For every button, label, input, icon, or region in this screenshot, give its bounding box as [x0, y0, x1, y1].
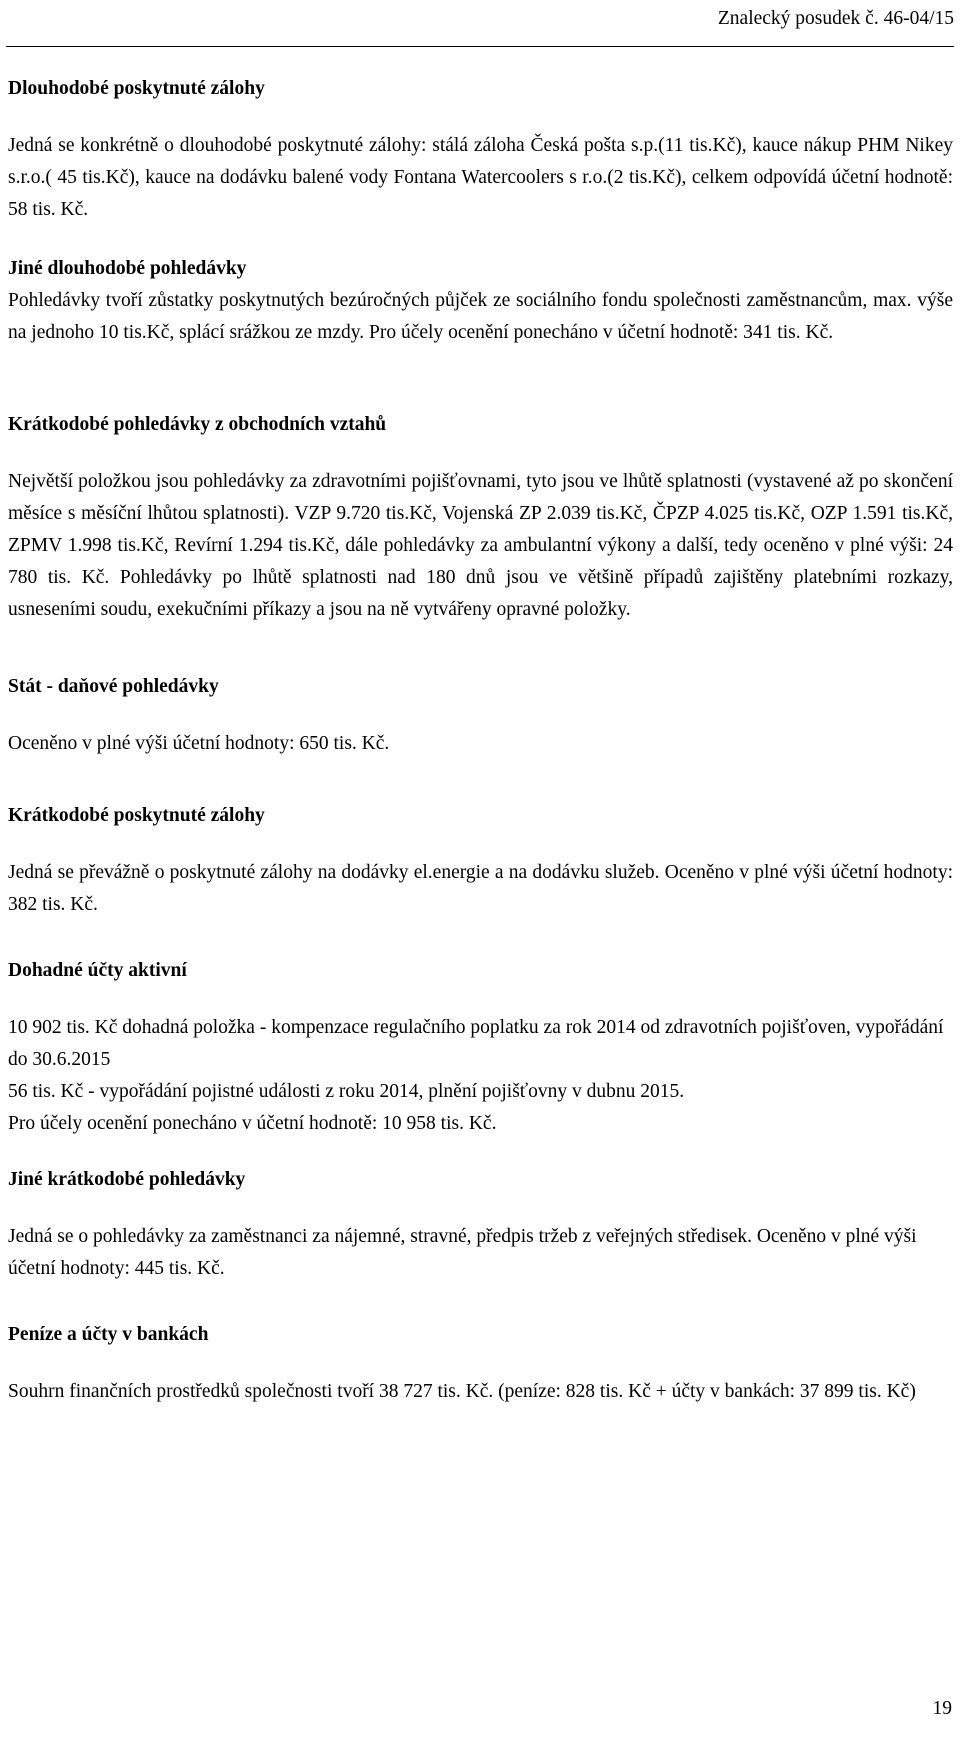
section-jine-dlouhodobe-pohledavky — [8, 253, 953, 349]
section-jine-kratkodobe-pohledavky — [8, 1164, 953, 1285]
section-heading: Dlouhodobé poskytnuté zálohy — [8, 78, 265, 99]
section-heading: Jiné krátkodobé pohledávky — [8, 1169, 246, 1190]
section-heading: Dohadné účty aktivní — [8, 960, 187, 981]
page-header — [6, 6, 954, 47]
section-text: Jedná se o pohledávky za zaměstnanci za nájemné, stravné, předpis tržeb z veřejných středisek. Oceněno v plné výši účetní hodnoty: 445 tis. Kč. — [8, 1226, 917, 1279]
section-heading: Stát - daňové pohledávky — [8, 676, 219, 697]
section-stat-danove-pohledavky — [8, 671, 953, 760]
section-heading: Krátkodobé pohledávky z obchodních vztahů — [8, 414, 387, 435]
section-dlouhodobe-zalohy — [8, 73, 953, 226]
page-number: 19 — [932, 1698, 952, 1719]
section-heading: Krátkodobé poskytnuté zálohy — [8, 805, 265, 826]
section-line: 56 tis. Kč - vypořádání pojistné události z roku 2014, plnění pojišťovny v dubnu 2015. — [8, 1081, 685, 1102]
section-kratkodobe-pohledavky — [8, 409, 953, 626]
section-dohadne-ucty — [8, 955, 953, 1140]
section-text: Souhrn finančních prostředků společnosti tvoří 38 727 tis. Kč. (peníze: 828 tis. Kč + účty v bankách: 37 899 tis. Kč) — [8, 1381, 916, 1402]
section-text: Jedná se převážně o poskytnuté zálohy na dodávky el.energie a na dodávku služeb. Oceněno v plné výši účetní hodnoty: 382 tis. Kč. — [8, 862, 953, 915]
section-heading: Jiné dlouhodobé pohledávky — [8, 258, 247, 279]
section-line: Pro účely ocenění ponecháno v účetní hodnotě: 10 958 tis. Kč. — [8, 1113, 497, 1134]
section-penize-ucty — [8, 1319, 953, 1408]
section-kratkodobe-zalohy — [8, 800, 953, 921]
section-heading: Peníze a účty v bankách — [8, 1324, 209, 1345]
section-text: Jedná se konkrétně o dlouhodobé poskytnuté zálohy: stálá záloha Česká pošta s.p.(11 tis.Kč), kauce nákup PHM Nikey s.r.o.( 45 tis.Kč), kauce na dodávku balené vody Fontana Watercoolers s r.o.(2 tis.Kč), celkem odpovídá účetní hodnotě: 58 tis. Kč. — [8, 135, 953, 220]
section-line: 10 902 tis. Kč dohadná položka - kompenzace regulačního poplatku za rok 2014 od zdravotních pojišťoven, vypořádání do 30.6.2015 — [8, 1017, 944, 1070]
section-text: Největší položkou jsou pohledávky za zdravotními pojišťovnami, tyto jsou ve lhůtě splatnosti (vystavené až po skončení měsíce s měsíční lhůtou splatnosti). VZP 9.720 tis.Kč, Vojenská ZP 2.039 tis.Kč, ČPZP 4.025 tis.Kč, OZP 1.591 tis.Kč, ZPMV 1.998 tis.Kč, Revírní 1.294 tis.Kč, dále pohledávky za ambulantní výkony a další, tedy oceněno v plné výši: 24 780 tis. Kč. Pohledávky po lhůtě splatnosti nad 180 dnů jsou ve většině případů zajištěny platebními rozkazy, usneseními soudu, exekučními příkazy a jsou na ně vytvářeny opravné položky. — [8, 471, 953, 620]
section-text: Pohledávky tvoří zůstatky poskytnutých bezúročných půjček ze sociálního fondu společnosti zaměstnancům, max. výše na jednoho 10 tis.Kč, splácí srážkou ze mzdy. Pro účely ocenění ponecháno v účetní hodnotě: 341 tis. Kč. — [8, 290, 953, 343]
document-title: Znalecký posudek č. 46-04/15 — [717, 8, 954, 29]
section-text: Oceněno v plné výši účetní hodnoty: 650 tis. Kč. — [8, 733, 390, 754]
